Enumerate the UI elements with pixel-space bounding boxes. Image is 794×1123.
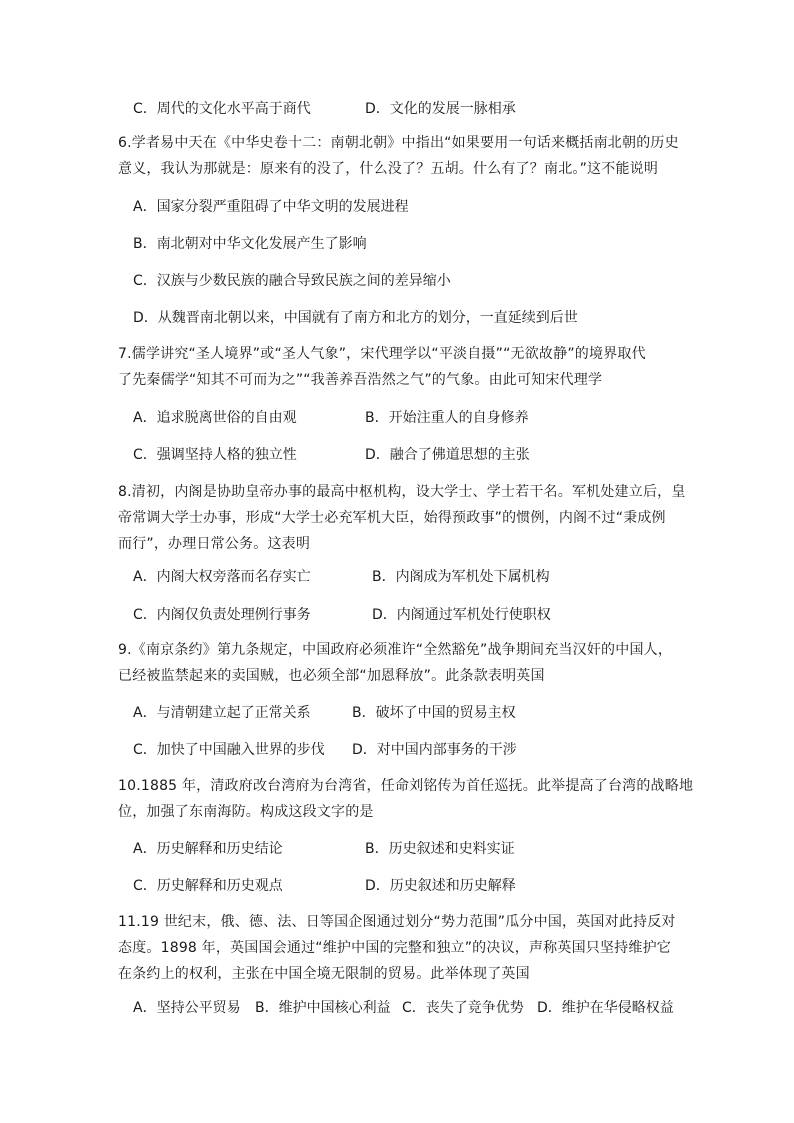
- q7-stem-line-1: 7.儒学讲究“圣人境界”或“圣人气象”，宋代理学以“平淡自摄”“无欲故静”的境界取代: [118, 346, 646, 362]
- q9-option-d: D．对中国内部事务的干涉: [352, 742, 517, 758]
- q8-stem-line-2: 帝常调大学士办事，形成“大学士必充军机大臣，始得预政事”的惯例，内阁不过“秉成例: [118, 510, 666, 526]
- q10-option-b: B．历史叙述和史料实证: [365, 841, 515, 857]
- q7-stem-line-2: 了先秦儒学“知其不可而为之”“我善养吾浩然之气”的气象。由此可知宋代理学: [118, 372, 603, 388]
- q6-stem-line-2: 意义，我认为那就是：原来有的没了，什么没了？五胡。什么有了？南北。”这不能说明: [118, 161, 659, 177]
- q10-option-c: C．历史解释和历史观点: [133, 878, 283, 894]
- q11-stem-line-1: 11.19 世纪末，俄、德、法、日等国企图通过划分“势力范围”瓜分中国，英国对此持反对: [118, 914, 676, 930]
- q7-option-b: B．开始注重人的自身修养: [365, 410, 529, 426]
- q11-option-d: D．维护在华侵略权益: [537, 1000, 674, 1016]
- q7-option-a: A．追求脱离世俗的自由观: [133, 410, 297, 426]
- q10-option-d: D．历史叙述和历史解释: [365, 878, 516, 894]
- q10-stem-line-2: 位，加强了东南海防。构成这段文字的是: [118, 804, 374, 820]
- q6-option-a: A．国家分裂严重阻碍了中华文明的发展进程: [133, 199, 409, 215]
- q8-option-b: B．内阁成为军机处下属机构: [372, 569, 550, 585]
- q6-stem-line-1: 6.学者易中天在《中华史卷十二：南朝北朝》中指出“如果要用一句话来概括南北朝的历史: [118, 135, 679, 151]
- q11-option-a: A．坚持公平贸易: [133, 1000, 241, 1016]
- q11-option-c: C．丧失了竞争优势: [402, 1000, 524, 1016]
- q11-option-b: B．维护中国核心利益: [255, 1000, 391, 1016]
- q11-stem-line-3: 在条约上的权利，主张在中国全境无限制的贸易。此举体现了英国: [118, 966, 530, 982]
- q5-option-c: C．周代的文化水平高于商代: [133, 101, 311, 117]
- q6-option-b: B．南北朝对中华文化发展产生了影响: [133, 236, 367, 252]
- q10-option-a: A．历史解释和历史结论: [133, 841, 283, 857]
- q5-option-d: D．文化的发展一脉相承: [365, 101, 516, 117]
- q11-stem-line-2: 态度。1898 年，英国国会通过“维护中国的完整和独立”的决议，声称英国只坚持维护它: [118, 940, 671, 956]
- q7-option-d: D．融合了佛道思想的主张: [365, 447, 530, 463]
- q9-option-b: B．破坏了中国的贸易主权: [352, 705, 516, 721]
- q8-stem-line-3: 而行”，办理日常公务。这表明: [118, 536, 311, 552]
- q8-option-c: C．内阁仅负责处理例行事务: [133, 607, 311, 623]
- q9-stem-line-1: 9.《南京条约》第九条规定，中国政府必须准许“全然豁免”战争期间充当汉奸的中国人，: [118, 642, 673, 658]
- q8-option-a: A．内阁大权旁落而名存实亡: [133, 569, 311, 585]
- q6-option-d: D．从魏晋南北朝以来，中国就有了南方和北方的划分，一直延续到后世: [133, 310, 578, 326]
- q7-option-c: C．强调坚持人格的独立性: [133, 447, 297, 463]
- q8-option-d: D．内阁通过军机处行使职权: [372, 607, 551, 623]
- q9-option-c: C．加快了中国融入世界的步伐: [133, 742, 325, 758]
- q10-stem-line-1: 10.1885 年，清政府改台湾府为台湾省，任命刘铭传为首任巡抚。此举提高了台湾的战略地: [118, 778, 694, 794]
- q9-stem-line-2: 已经被监禁起来的卖国贼，也必须全部“加恩释放”。此条款表明英国: [118, 668, 545, 684]
- q9-option-a: A．与清朝建立起了正常关系: [133, 705, 311, 721]
- q8-stem-line-1: 8.清初，内阁是协助皇帝办事的最高中枢机构，设大学士、学士若干名。军机处建立后，皇: [118, 484, 686, 500]
- q6-option-c: C．汉族与少数民族的融合导致民族之间的差异缩小: [133, 273, 451, 289]
